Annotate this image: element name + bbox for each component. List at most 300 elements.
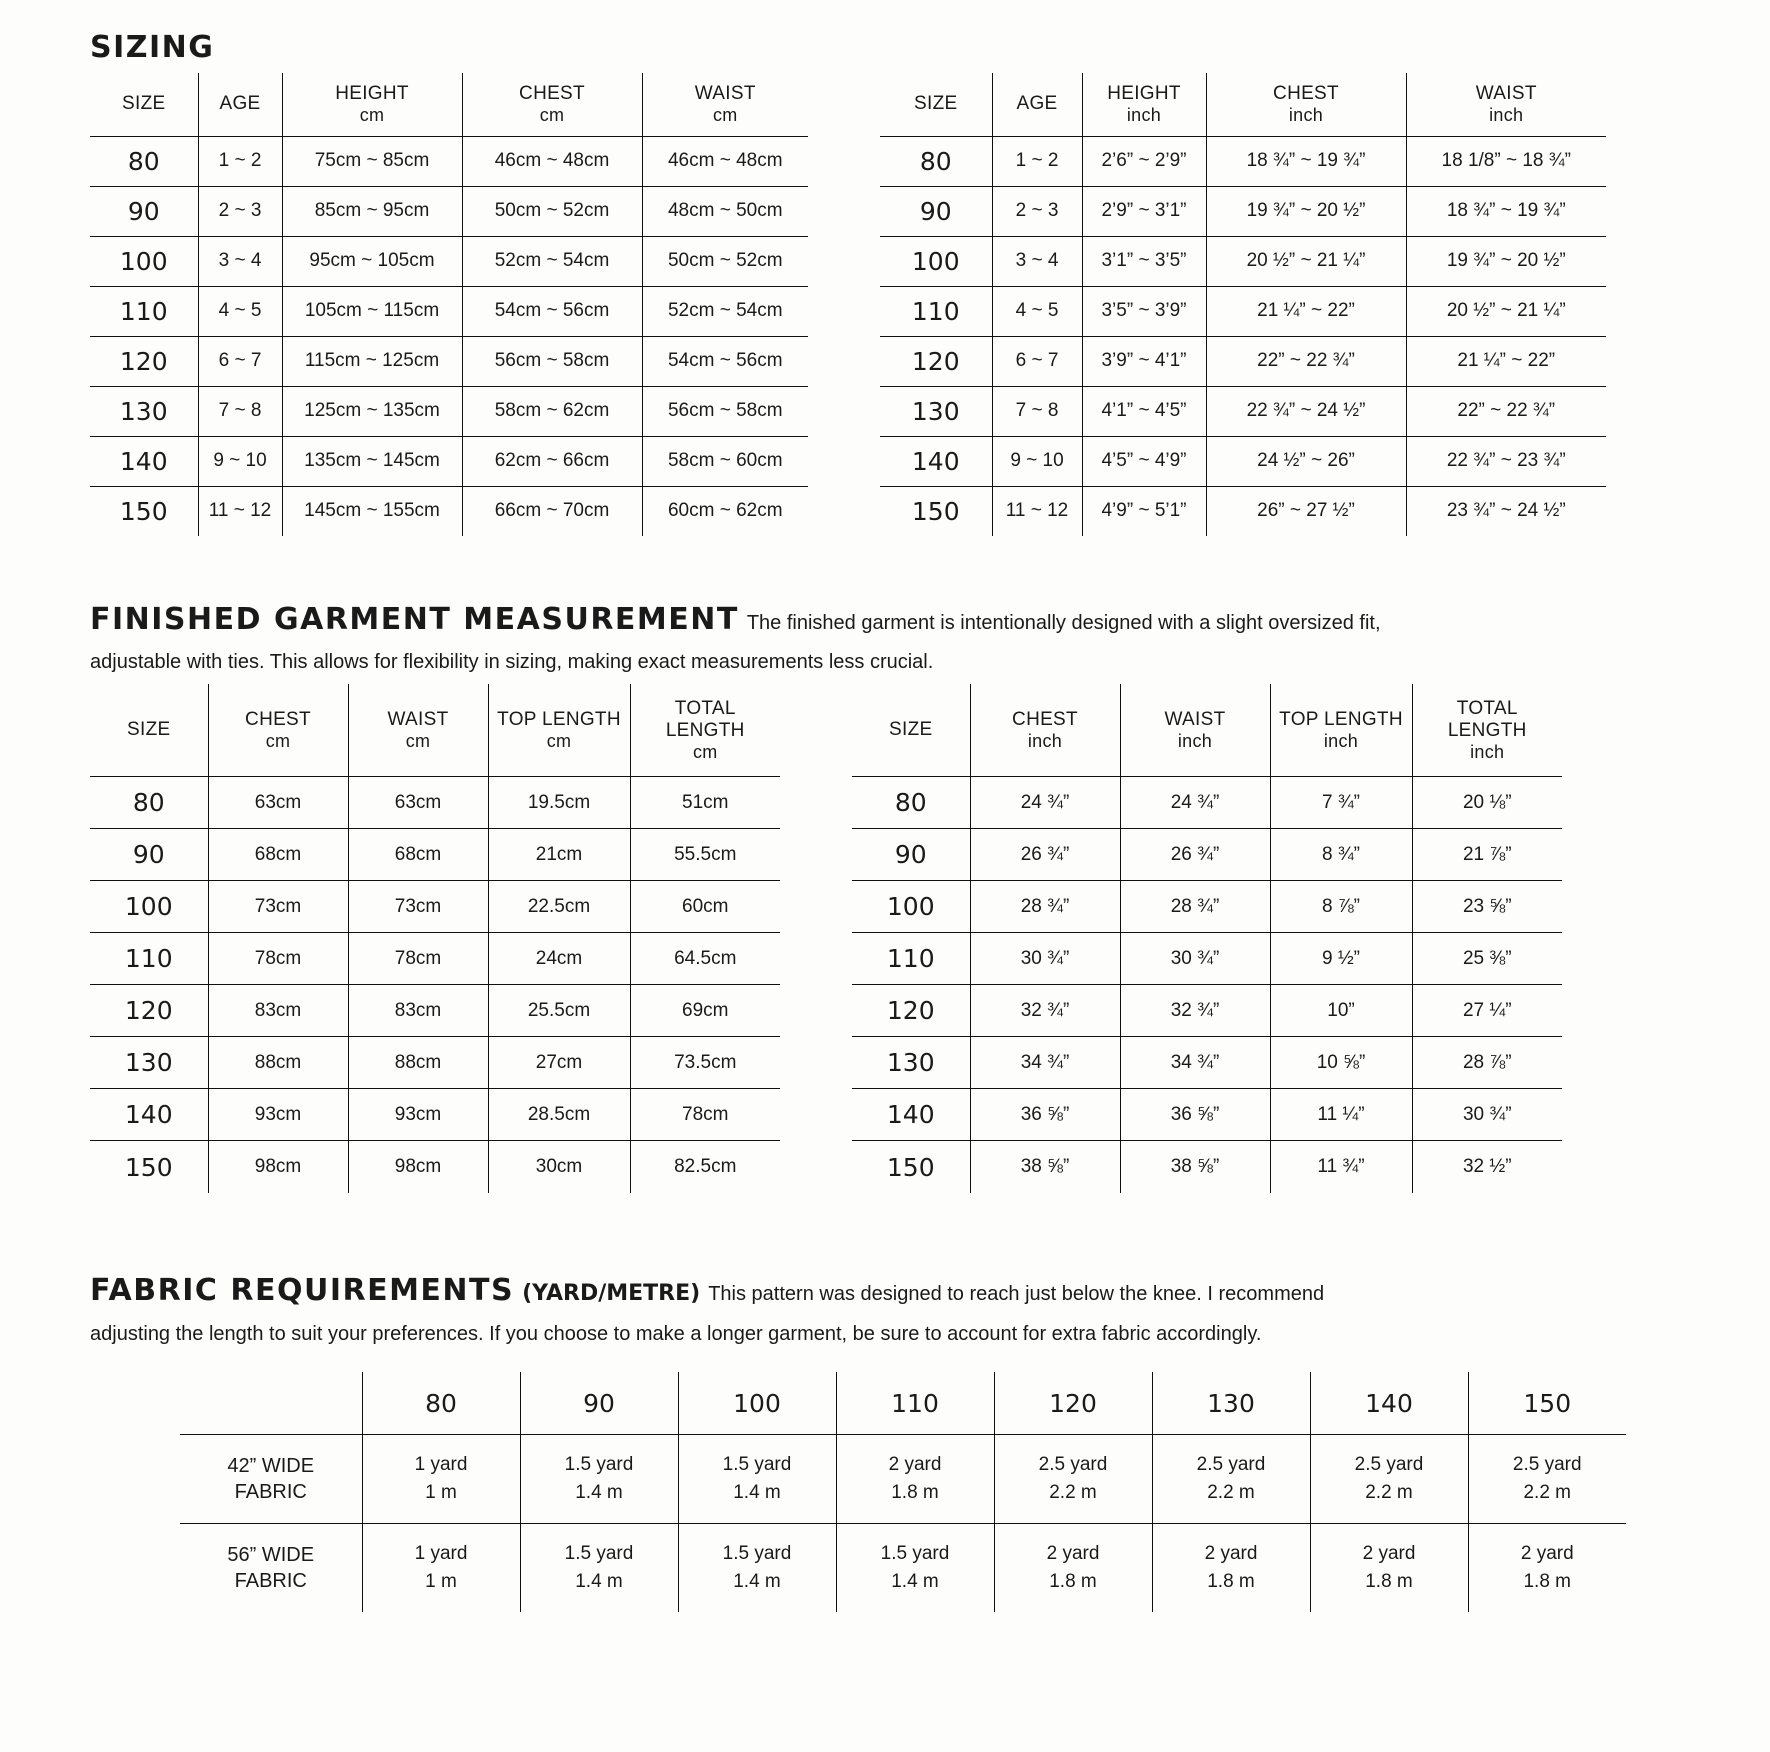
cell-top-length: 11 ¼” bbox=[1270, 1089, 1412, 1141]
table-row bbox=[880, 286, 1606, 336]
table-header-row bbox=[180, 1372, 1626, 1435]
cell-size: 150 bbox=[880, 486, 992, 536]
table-row bbox=[90, 1037, 780, 1089]
col-header-size-100: 100 bbox=[678, 1372, 836, 1435]
cell-chest: 58cm ~ 62cm bbox=[462, 386, 642, 436]
cell-yard: 1.5 yard bbox=[722, 1454, 792, 1476]
col-header-total-length bbox=[630, 684, 780, 777]
cell-height: 2’6” ~ 2’9” bbox=[1082, 136, 1206, 186]
col-header-chest-main: CHEST bbox=[1273, 83, 1339, 104]
cell-height: 3’5” ~ 3’9” bbox=[1082, 286, 1206, 336]
cell-yard: 1.5 yard bbox=[880, 1543, 950, 1565]
col-header-chest-unit: inch bbox=[1288, 104, 1324, 125]
fabric-heading-row bbox=[90, 1273, 1710, 1311]
col-header-chest-main: CHEST bbox=[519, 83, 585, 104]
cell-chest: 30 ¾” bbox=[970, 933, 1120, 985]
col-header-height-unit: inch bbox=[1126, 104, 1162, 125]
col-header-waist-unit: cm bbox=[712, 104, 738, 125]
cell-metre: 1.4 m bbox=[733, 1482, 781, 1503]
table-row bbox=[90, 136, 808, 186]
cell-chest: 46cm ~ 48cm bbox=[462, 136, 642, 186]
col-header-chest bbox=[1206, 73, 1406, 136]
col-header-top-length-main: TOP LENGTH bbox=[497, 708, 621, 730]
col-header-top-length bbox=[488, 684, 630, 777]
fabric-requirements-section bbox=[90, 1273, 1710, 1612]
cell-size: 90 bbox=[90, 829, 208, 881]
table-row bbox=[852, 1037, 1562, 1089]
cell-top-length: 19.5cm bbox=[488, 777, 630, 829]
cell-total-length: 25 ⅜” bbox=[1412, 933, 1562, 985]
table-row bbox=[90, 1141, 780, 1193]
cell-waist: 56cm ~ 58cm bbox=[642, 386, 808, 436]
table-row bbox=[90, 486, 808, 536]
cell-waist: 19 ¾” ~ 20 ½” bbox=[1406, 236, 1606, 286]
cell-total-length: 23 ⅝” bbox=[1412, 881, 1562, 933]
col-header-size-150: 150 bbox=[1468, 1372, 1626, 1435]
cell-height: 115cm ~ 125cm bbox=[282, 336, 462, 386]
cell-42-size-100 bbox=[678, 1435, 836, 1524]
cell-total-length: 27 ¼” bbox=[1412, 985, 1562, 1037]
fabric-unit-note: (YARD/METRE) bbox=[522, 1280, 701, 1306]
cell-waist: 73cm bbox=[348, 881, 488, 933]
col-header-top-length-unit: cm bbox=[546, 730, 572, 751]
cell-size: 150 bbox=[852, 1141, 970, 1193]
cell-waist: 68cm bbox=[348, 829, 488, 881]
table-row bbox=[880, 136, 1606, 186]
cell-waist: 58cm ~ 60cm bbox=[642, 436, 808, 486]
cell-age: 7 ~ 8 bbox=[992, 386, 1082, 436]
cell-waist: 26 ¾” bbox=[1120, 829, 1270, 881]
col-header-waist-main: WAIST bbox=[1164, 708, 1226, 730]
cell-age: 6 ~ 7 bbox=[198, 336, 282, 386]
cell-waist: 83cm bbox=[348, 985, 488, 1037]
cell-chest: 24 ¾” bbox=[970, 777, 1120, 829]
col-header-size bbox=[880, 73, 992, 136]
col-header-chest bbox=[208, 684, 348, 777]
table-row bbox=[880, 386, 1606, 436]
finished-garment-metric-table bbox=[90, 684, 780, 1193]
col-header-age bbox=[198, 73, 282, 136]
col-header-total-length-unit: cm bbox=[692, 741, 718, 762]
cell-yard: 2 yard bbox=[1520, 1543, 1574, 1565]
cell-size: 90 bbox=[852, 829, 970, 881]
cell-size: 140 bbox=[852, 1089, 970, 1141]
cell-42-size-110 bbox=[836, 1435, 994, 1524]
cell-age: 6 ~ 7 bbox=[992, 336, 1082, 386]
cell-height: 4’5” ~ 4’9” bbox=[1082, 436, 1206, 486]
sizing-imperial-table bbox=[880, 73, 1606, 536]
row-label-line1: 56” WIDE bbox=[227, 1544, 315, 1566]
cell-size: 90 bbox=[880, 186, 992, 236]
finished-garment-title: FINISHED GARMENT MEASUREMENT bbox=[90, 602, 739, 638]
cell-total-length: 69cm bbox=[630, 985, 780, 1037]
cell-size: 130 bbox=[90, 386, 198, 436]
cell-metre: 2.2 m bbox=[1523, 1482, 1572, 1503]
cell-chest: 38 ⅝” bbox=[970, 1141, 1120, 1193]
col-header-waist-main: WAIST bbox=[1475, 83, 1537, 104]
col-header-size-110: 110 bbox=[836, 1372, 994, 1435]
cell-42-size-120 bbox=[994, 1435, 1152, 1524]
table-row bbox=[880, 336, 1606, 386]
cell-chest: 83cm bbox=[208, 985, 348, 1037]
cell-total-length: 78cm bbox=[630, 1089, 780, 1141]
col-header-size-main: SIZE bbox=[914, 93, 958, 115]
table-header-row bbox=[852, 684, 1562, 777]
finished-garment-section bbox=[90, 602, 1710, 1193]
cell-size: 120 bbox=[880, 336, 992, 386]
cell-yard: 2.5 yard bbox=[1354, 1454, 1424, 1476]
finished-garment-heading-row bbox=[90, 602, 1710, 639]
row-label-line2: FABRIC bbox=[234, 1570, 307, 1592]
cell-waist: 32 ¾” bbox=[1120, 985, 1270, 1037]
cell-yard: 1.5 yard bbox=[564, 1454, 634, 1476]
cell-height: 2’9” ~ 3’1” bbox=[1082, 186, 1206, 236]
table-row bbox=[852, 1141, 1562, 1193]
cell-waist: 23 ¾” ~ 24 ½” bbox=[1406, 486, 1606, 536]
cell-size: 100 bbox=[852, 881, 970, 933]
table-row bbox=[880, 436, 1606, 486]
cell-size: 140 bbox=[90, 436, 198, 486]
fabric-paragraph: adjusting the length to suit your preferences. If you choose to make a longer garment, be sure to account for extra fabric accordingly. bbox=[90, 1323, 1262, 1345]
table-row bbox=[852, 933, 1562, 985]
cell-size: 100 bbox=[90, 236, 198, 286]
col-header-height bbox=[282, 73, 462, 136]
cell-chest: 50cm ~ 52cm bbox=[462, 186, 642, 236]
cell-size: 120 bbox=[90, 985, 208, 1037]
cell-42-size-140 bbox=[1310, 1435, 1468, 1524]
cell-waist: 18 1/8” ~ 18 ¾” bbox=[1406, 136, 1606, 186]
cell-top-length: 28.5cm bbox=[488, 1089, 630, 1141]
cell-56-size-120 bbox=[994, 1524, 1152, 1613]
finished-garment-intro: The finished garment is intentionally designed with a slight oversized fit, bbox=[746, 612, 1381, 635]
cell-metre: 1.8 m bbox=[1365, 1571, 1413, 1592]
cell-42-size-80 bbox=[362, 1435, 520, 1524]
sizing-title: SIZING bbox=[90, 30, 215, 65]
cell-waist: 30 ¾” bbox=[1120, 933, 1270, 985]
cell-chest: 26 ¾” bbox=[970, 829, 1120, 881]
cell-size: 80 bbox=[90, 136, 198, 186]
col-header-height-main: HEIGHT bbox=[335, 83, 409, 104]
cell-chest: 63cm bbox=[208, 777, 348, 829]
table-row bbox=[852, 881, 1562, 933]
cell-waist: 34 ¾” bbox=[1120, 1037, 1270, 1089]
col-header-total-length-unit: inch bbox=[1470, 741, 1505, 762]
table-row bbox=[852, 777, 1562, 829]
col-header-waist bbox=[1406, 73, 1606, 136]
fabric-table-corner bbox=[180, 1372, 362, 1435]
cell-height: 3’9” ~ 4’1” bbox=[1082, 336, 1206, 386]
col-header-age-main: AGE bbox=[1016, 93, 1058, 115]
col-header-chest-unit: cm bbox=[539, 104, 565, 125]
cell-top-length: 27cm bbox=[488, 1037, 630, 1089]
cell-height: 85cm ~ 95cm bbox=[282, 186, 462, 236]
cell-size: 80 bbox=[90, 777, 208, 829]
cell-metre: 1.4 m bbox=[733, 1571, 781, 1592]
cell-waist: 98cm bbox=[348, 1141, 488, 1193]
cell-metre: 2.2 m bbox=[1365, 1482, 1413, 1503]
col-header-chest bbox=[462, 73, 642, 136]
col-header-waist-unit: inch bbox=[1177, 730, 1213, 751]
cell-height: 75cm ~ 85cm bbox=[282, 136, 462, 186]
cell-top-length: 22.5cm bbox=[488, 881, 630, 933]
col-header-height-main: HEIGHT bbox=[1107, 83, 1181, 104]
table-row bbox=[90, 829, 780, 881]
cell-56-size-100 bbox=[678, 1524, 836, 1613]
cell-size: 150 bbox=[90, 1141, 208, 1193]
cell-waist: 36 ⅝” bbox=[1120, 1089, 1270, 1141]
col-header-chest-unit: cm bbox=[265, 730, 291, 751]
sizing-tables-row bbox=[90, 73, 1710, 536]
cell-56-size-90 bbox=[520, 1524, 678, 1613]
cell-waist: 38 ⅝” bbox=[1120, 1141, 1270, 1193]
cell-size: 110 bbox=[880, 286, 992, 336]
table-header-row bbox=[90, 684, 780, 777]
cell-yard: 2.5 yard bbox=[1512, 1454, 1582, 1476]
col-header-height bbox=[1082, 73, 1206, 136]
cell-waist: 78cm bbox=[348, 933, 488, 985]
col-header-size-main: SIZE bbox=[127, 719, 171, 741]
cell-age: 1 ~ 2 bbox=[992, 136, 1082, 186]
row-label-56-wide-fabric bbox=[180, 1524, 362, 1613]
col-header-waist bbox=[642, 73, 808, 136]
cell-total-length: 60cm bbox=[630, 881, 780, 933]
cell-size: 120 bbox=[852, 985, 970, 1037]
cell-size: 110 bbox=[852, 933, 970, 985]
table-row bbox=[852, 1089, 1562, 1141]
col-header-size-main: SIZE bbox=[122, 93, 166, 115]
cell-waist: 63cm bbox=[348, 777, 488, 829]
table-row bbox=[90, 777, 780, 829]
cell-height: 4’9” ~ 5’1” bbox=[1082, 486, 1206, 536]
cell-age: 4 ~ 5 bbox=[992, 286, 1082, 336]
table-row bbox=[90, 436, 808, 486]
cell-top-length: 30cm bbox=[488, 1141, 630, 1193]
table-row bbox=[180, 1435, 1626, 1524]
table-header-row bbox=[90, 73, 808, 136]
cell-chest: 56cm ~ 58cm bbox=[462, 336, 642, 386]
cell-yard: 1 yard bbox=[414, 1454, 468, 1476]
cell-yard: 1.5 yard bbox=[722, 1543, 792, 1565]
cell-metre: 2.2 m bbox=[1207, 1482, 1255, 1503]
col-header-chest-main: CHEST bbox=[245, 708, 311, 730]
cell-age: 3 ~ 4 bbox=[992, 236, 1082, 286]
cell-size: 140 bbox=[880, 436, 992, 486]
sizing-metric-table bbox=[90, 73, 808, 536]
cell-42-size-90 bbox=[520, 1435, 678, 1524]
cell-metre: 1.8 m bbox=[1049, 1571, 1097, 1592]
table-row bbox=[880, 236, 1606, 286]
cell-yard: 2.5 yard bbox=[1038, 1454, 1108, 1476]
cell-total-length: 51cm bbox=[630, 777, 780, 829]
cell-size: 120 bbox=[90, 336, 198, 386]
col-header-size-90: 90 bbox=[520, 1372, 678, 1435]
col-header-size-140: 140 bbox=[1310, 1372, 1468, 1435]
cell-waist: 50cm ~ 52cm bbox=[642, 236, 808, 286]
cell-waist: 88cm bbox=[348, 1037, 488, 1089]
fabric-requirements-table bbox=[180, 1372, 1626, 1612]
col-header-chest-main: CHEST bbox=[1012, 708, 1078, 730]
cell-42-size-130 bbox=[1152, 1435, 1310, 1524]
cell-chest: 73cm bbox=[208, 881, 348, 933]
cell-waist: 24 ¾” bbox=[1120, 777, 1270, 829]
table-row bbox=[180, 1524, 1626, 1613]
cell-chest: 88cm bbox=[208, 1037, 348, 1089]
col-header-waist-unit: inch bbox=[1489, 104, 1524, 125]
col-header-total-length bbox=[1412, 684, 1562, 777]
table-row bbox=[90, 933, 780, 985]
cell-56-size-130 bbox=[1152, 1524, 1310, 1613]
cell-yard: 1.5 yard bbox=[564, 1543, 634, 1565]
cell-total-length: 21 ⅞” bbox=[1412, 829, 1562, 881]
cell-chest: 22” ~ 22 ¾” bbox=[1206, 336, 1406, 386]
cell-56-size-110 bbox=[836, 1524, 994, 1613]
cell-metre: 1.8 m bbox=[891, 1482, 939, 1503]
fabric-title: FABRIC REQUIREMENTS bbox=[90, 1272, 515, 1308]
row-label-42-wide-fabric bbox=[180, 1435, 362, 1524]
cell-waist: 46cm ~ 48cm bbox=[642, 136, 808, 186]
col-header-size-main: SIZE bbox=[889, 719, 933, 741]
table-row bbox=[90, 1089, 780, 1141]
table-header-row bbox=[880, 73, 1606, 136]
row-label-line2: FABRIC bbox=[234, 1481, 307, 1503]
col-header-waist bbox=[348, 684, 488, 777]
cell-height: 125cm ~ 135cm bbox=[282, 386, 462, 436]
cell-waist: 18 ¾” ~ 19 ¾” bbox=[1406, 186, 1606, 236]
cell-metre: 1.4 m bbox=[575, 1482, 623, 1503]
col-header-top-length bbox=[1270, 684, 1412, 777]
cell-chest: 28 ¾” bbox=[970, 881, 1120, 933]
cell-chest: 36 ⅝” bbox=[970, 1089, 1120, 1141]
cell-metre: 1.8 m bbox=[1207, 1571, 1255, 1592]
col-header-size-130: 130 bbox=[1152, 1372, 1310, 1435]
cell-yard: 2 yard bbox=[1046, 1543, 1100, 1565]
cell-height: 4’1” ~ 4’5” bbox=[1082, 386, 1206, 436]
cell-chest: 68cm bbox=[208, 829, 348, 881]
finished-garment-imperial-table bbox=[852, 684, 1562, 1193]
col-header-waist-main: WAIST bbox=[694, 83, 756, 104]
cell-chest: 52cm ~ 54cm bbox=[462, 236, 642, 286]
cell-chest: 62cm ~ 66cm bbox=[462, 436, 642, 486]
table-row bbox=[90, 985, 780, 1037]
cell-56-size-80 bbox=[362, 1524, 520, 1613]
col-header-size-120: 120 bbox=[994, 1372, 1152, 1435]
table-row bbox=[90, 336, 808, 386]
col-header-height-unit: cm bbox=[359, 104, 385, 125]
cell-size: 140 bbox=[90, 1089, 208, 1141]
table-row bbox=[90, 186, 808, 236]
cell-total-length: 82.5cm bbox=[630, 1141, 780, 1193]
cell-age: 9 ~ 10 bbox=[992, 436, 1082, 486]
col-header-waist-main: WAIST bbox=[387, 708, 449, 730]
cell-waist: 21 ¼” ~ 22” bbox=[1406, 336, 1606, 386]
cell-total-length: 30 ¾” bbox=[1412, 1089, 1562, 1141]
cell-size: 100 bbox=[880, 236, 992, 286]
col-header-age-main: AGE bbox=[219, 93, 261, 115]
cell-age: 11 ~ 12 bbox=[198, 486, 282, 536]
cell-waist: 28 ¾” bbox=[1120, 881, 1270, 933]
col-header-size bbox=[90, 73, 198, 136]
col-header-waist-unit: cm bbox=[405, 730, 431, 751]
cell-top-length: 21cm bbox=[488, 829, 630, 881]
cell-chest: 34 ¾” bbox=[970, 1037, 1120, 1089]
cell-top-length: 10” bbox=[1270, 985, 1412, 1037]
cell-yard: 2 yard bbox=[888, 1454, 942, 1476]
cell-age: 11 ~ 12 bbox=[992, 486, 1082, 536]
cell-size: 80 bbox=[852, 777, 970, 829]
cell-top-length: 11 ¾” bbox=[1270, 1141, 1412, 1193]
cell-size: 90 bbox=[90, 186, 198, 236]
cell-age: 9 ~ 10 bbox=[198, 436, 282, 486]
cell-top-length: 9 ½” bbox=[1270, 933, 1412, 985]
col-header-size-80: 80 bbox=[362, 1372, 520, 1435]
cell-chest: 54cm ~ 56cm bbox=[462, 286, 642, 336]
cell-chest: 26” ~ 27 ½” bbox=[1206, 486, 1406, 536]
cell-top-length: 10 ⅝” bbox=[1270, 1037, 1412, 1089]
cell-height: 145cm ~ 155cm bbox=[282, 486, 462, 536]
cell-chest: 20 ½” ~ 21 ¼” bbox=[1206, 236, 1406, 286]
cell-top-length: 8 ⅞” bbox=[1270, 881, 1412, 933]
cell-waist: 60cm ~ 62cm bbox=[642, 486, 808, 536]
cell-size: 110 bbox=[90, 933, 208, 985]
finished-garment-tables-row bbox=[90, 684, 1710, 1193]
cell-size: 130 bbox=[852, 1037, 970, 1089]
col-header-top-length-main: TOP LENGTH bbox=[1279, 708, 1403, 730]
table-row bbox=[880, 486, 1606, 536]
cell-metre: 1 m bbox=[425, 1571, 457, 1592]
cell-height: 105cm ~ 115cm bbox=[282, 286, 462, 336]
cell-top-length: 25.5cm bbox=[488, 985, 630, 1037]
col-header-top-length-unit: inch bbox=[1323, 730, 1359, 751]
cell-age: 4 ~ 5 bbox=[198, 286, 282, 336]
cell-chest: 21 ¼” ~ 22” bbox=[1206, 286, 1406, 336]
cell-waist: 52cm ~ 54cm bbox=[642, 286, 808, 336]
table-row bbox=[880, 186, 1606, 236]
cell-waist: 22 ¾” ~ 23 ¾” bbox=[1406, 436, 1606, 486]
cell-chest: 32 ¾” bbox=[970, 985, 1120, 1037]
cell-total-length: 28 ⅞” bbox=[1412, 1037, 1562, 1089]
cell-top-length: 8 ¾” bbox=[1270, 829, 1412, 881]
col-header-total-length-main: TOTAL LENGTH bbox=[665, 698, 745, 741]
cell-yard: 2 yard bbox=[1362, 1543, 1416, 1565]
cell-56-size-150 bbox=[1468, 1524, 1626, 1613]
cell-56-size-140 bbox=[1310, 1524, 1468, 1613]
table-row bbox=[90, 881, 780, 933]
col-header-waist bbox=[1120, 684, 1270, 777]
cell-chest: 19 ¾” ~ 20 ½” bbox=[1206, 186, 1406, 236]
cell-height: 135cm ~ 145cm bbox=[282, 436, 462, 486]
cell-42-size-150 bbox=[1468, 1435, 1626, 1524]
col-header-size bbox=[90, 684, 208, 777]
col-header-chest-unit: inch bbox=[1027, 730, 1063, 751]
cell-waist: 48cm ~ 50cm bbox=[642, 186, 808, 236]
cell-size: 110 bbox=[90, 286, 198, 336]
table-row bbox=[90, 286, 808, 336]
cell-total-length: 20 ⅛” bbox=[1412, 777, 1562, 829]
col-header-total-length-main: TOTAL LENGTH bbox=[1447, 698, 1527, 741]
cell-chest: 18 ¾” ~ 19 ¾” bbox=[1206, 136, 1406, 186]
cell-yard: 1 yard bbox=[414, 1543, 468, 1565]
cell-age: 2 ~ 3 bbox=[198, 186, 282, 236]
cell-size: 150 bbox=[90, 486, 198, 536]
cell-waist: 22” ~ 22 ¾” bbox=[1406, 386, 1606, 436]
cell-size: 100 bbox=[90, 881, 208, 933]
table-row bbox=[852, 829, 1562, 881]
row-label-line1: 42” WIDE bbox=[227, 1455, 315, 1477]
cell-top-length: 7 ¾” bbox=[1270, 777, 1412, 829]
col-header-size bbox=[852, 684, 970, 777]
fabric-intro: This pattern was designed to reach just below the knee. I recommend bbox=[708, 1282, 1325, 1305]
col-header-chest bbox=[970, 684, 1120, 777]
